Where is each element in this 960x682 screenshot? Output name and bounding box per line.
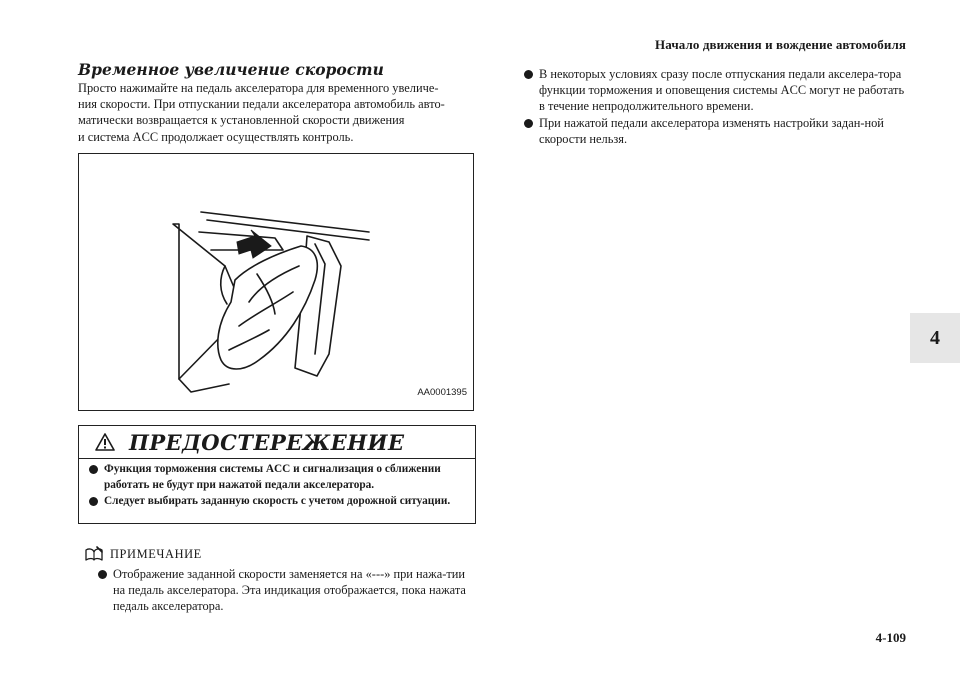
warning-triangle-icon xyxy=(95,433,115,451)
foot-on-pedal-drawing xyxy=(79,154,475,412)
right-list-item xyxy=(522,115,912,147)
right-item-text: В некоторых условиях сразу после отпускания педали акселера-тора функции торможения и оповещения системы ACC могут не работать в течение непродолжительного времени. xyxy=(539,67,905,114)
section-line: и система ACC продолжает осуществлять контроль. xyxy=(78,129,354,144)
note-pencil-icon xyxy=(84,546,104,562)
left-column xyxy=(78,60,476,145)
pedal-illustration xyxy=(78,153,474,411)
right-list-item xyxy=(522,66,912,115)
right-list xyxy=(522,66,912,147)
bullet-icon xyxy=(89,497,98,506)
warning-item-text: Функция торможения системы ACC и сигнализация о сближении работать не будут при нажатой педали акселератора. xyxy=(104,463,441,491)
note-item-text: Отображение заданной скорости заменяется на «---» при нажа-тии на педаль акселератора. Эта индикация отображается, пока нажата педаль акселератора. xyxy=(113,567,466,614)
bullet-icon xyxy=(89,465,98,474)
chapter-number: 4 xyxy=(930,326,940,349)
press-arrow-icon xyxy=(237,230,271,258)
right-item-text: При нажатой педали акселератора изменять настройки задан-ной скорости нельзя. xyxy=(539,115,884,146)
note-label: ПРИМЕЧАНИЕ xyxy=(110,546,202,561)
section-body xyxy=(78,80,476,145)
chapter-tab xyxy=(910,313,960,363)
section-line: ния скорости. При отпускании педали акселератора автомобиль авто- xyxy=(78,97,445,112)
warning-item xyxy=(87,462,469,493)
note-item xyxy=(96,566,478,615)
warning-box xyxy=(78,425,476,524)
bullet-icon xyxy=(98,570,107,579)
section-title: Временное увеличение скорости xyxy=(78,60,384,79)
note-header xyxy=(84,546,202,562)
figure-code: AA0001395 xyxy=(417,387,467,398)
bullet-icon xyxy=(524,70,533,79)
section-line: Просто нажимайте на педаль акселератора для временного увеличе- xyxy=(78,81,439,95)
warning-header xyxy=(79,426,475,459)
warning-list xyxy=(79,459,475,510)
page-number: 4-109 xyxy=(875,630,906,645)
section-line: матически возвращается к установленной скорости движения xyxy=(78,113,405,128)
right-column xyxy=(522,66,912,147)
bullet-icon xyxy=(524,119,533,128)
warning-item xyxy=(87,494,469,510)
warning-item-text: Следует выбирать заданную скорость с учетом дорожной ситуации. xyxy=(104,495,451,507)
warning-title: ПРЕДОСТЕРЕЖЕНИЕ xyxy=(129,429,405,455)
note-list xyxy=(96,566,478,615)
running-header: Начало движения и вождение автомобиля xyxy=(655,37,906,52)
